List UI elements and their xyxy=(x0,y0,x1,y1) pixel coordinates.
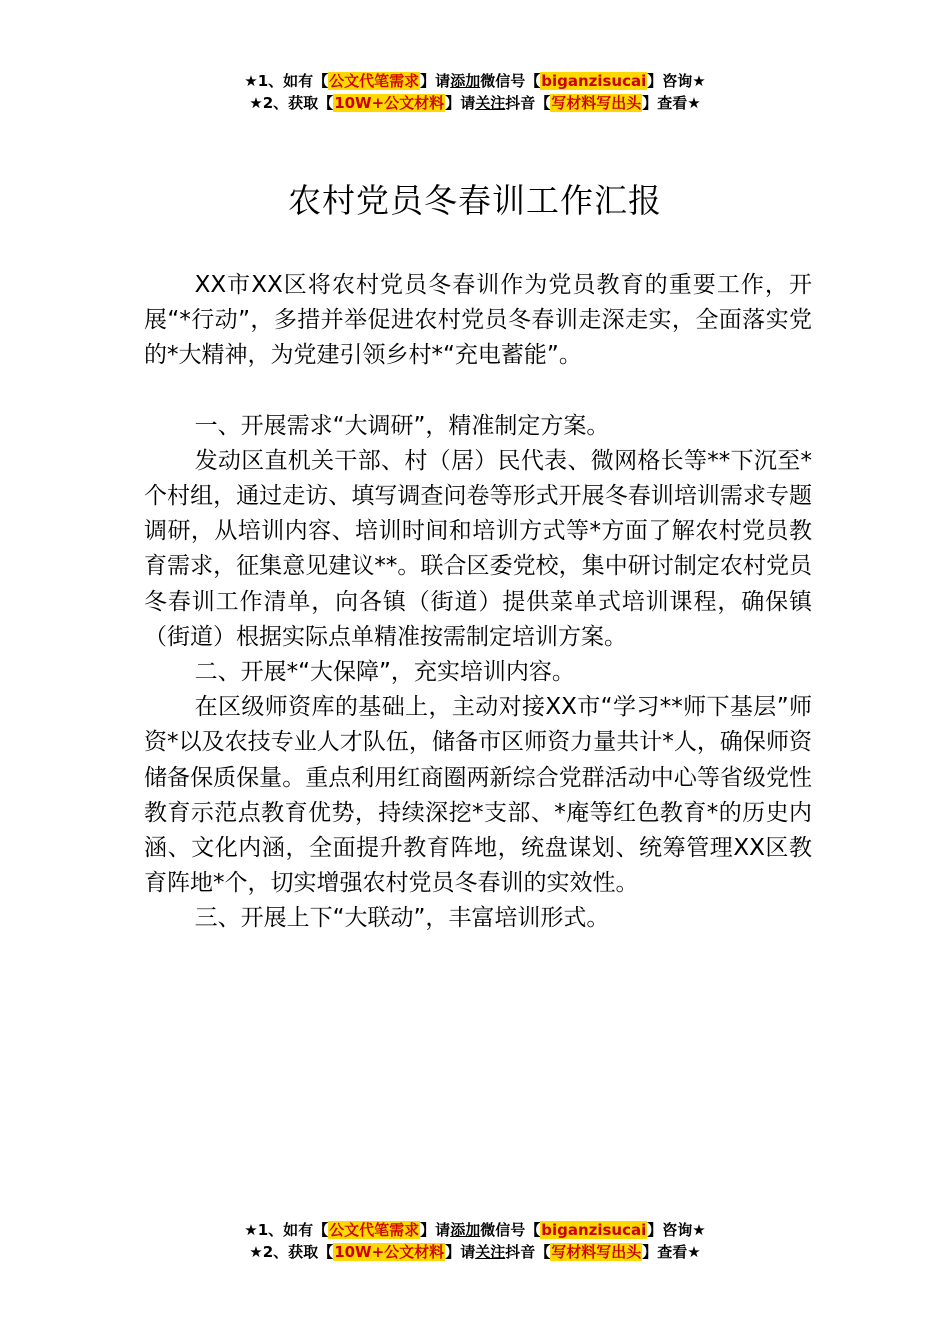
document-title: 农村党员冬春训工作汇报 xyxy=(288,181,662,220)
promo-text: 】查看★ xyxy=(642,94,701,112)
promo-text: 抖音【 xyxy=(505,1243,551,1261)
promo-highlight: 10W+公文材料 xyxy=(334,1243,445,1261)
promo-text: 抖音【 xyxy=(505,94,551,112)
promo-text: 】查看★ xyxy=(642,1243,701,1261)
promo-underlined-text: 关注 xyxy=(475,1243,506,1261)
promo-douyin-id: 写材料写出头 xyxy=(551,94,642,112)
document-body xyxy=(144,268,812,937)
body-paragraph: 发动区直机关干部、村（居）民代表、微网格长等**下沉至*个村组，通过走访、填写调查问卷等形式开展冬春训培训需求专题调研，从培训内容、培训时间和培训方式等*方面了解农村党员教育需求，征集意见建议**。联合区委党校，集中研讨制定农村党员冬春训工作清单，向各镇（街道）提供菜单式培训课程，确保镇（街道）根据实际点单精准按需制定培训方案。 xyxy=(144,447,812,650)
footer-promo-banner xyxy=(0,1219,950,1263)
promo-text: ★2、获取【 xyxy=(249,94,334,112)
promo-underlined-text: 添加 xyxy=(450,72,481,90)
promo-text: ★1、如有【 xyxy=(244,72,329,90)
promo-text: ★1、如有【 xyxy=(244,1221,329,1239)
section-heading-1: 一、开展需求“大调研”，精准制定方案。 xyxy=(194,412,610,439)
body-paragraph: 在区级师资库的基础上，主动对接XX市“学习**师下基层”师资*以及农技专业人才队伍，储备市区师资力量共计*人，确保师资储备保质保量。重点利用红商圈两新综合党群活动中心等省级党性教育示范点教育优势，持续深挖*支部、*庵等红色教育*的历史内涵、文化内涵，全面提升教育阵地，统盘谋划、统筹管理XX区教育阵地*个，切实增强农村党员冬春训的实效性。 xyxy=(144,694,812,897)
promo-line-2 xyxy=(0,92,950,114)
promo-text: 】请 xyxy=(420,1221,451,1239)
promo-line-1 xyxy=(0,70,950,92)
promo-line-2 xyxy=(0,1241,950,1263)
section-heading-2: 二、开展*“大保障”，充实培训内容。 xyxy=(194,659,575,686)
promo-douyin-id: 写材料写出头 xyxy=(551,1243,642,1261)
promo-text: ★2、获取【 xyxy=(249,1243,334,1261)
promo-text: 微信号【 xyxy=(480,72,541,90)
header-promo-banner xyxy=(0,70,950,114)
promo-highlight: 公文代笔需求 xyxy=(329,72,420,90)
promo-line-1 xyxy=(0,1219,950,1241)
promo-highlight: 公文代笔需求 xyxy=(329,1221,420,1239)
promo-text: 】咨询★ xyxy=(647,72,706,90)
promo-text: 】咨询★ xyxy=(647,1221,706,1239)
intro-paragraph: XX市XX区将农村党员冬春训作为党员教育的重要工作，开展“*行动”，多措并举促进农村党员冬春训走深走实，全面落实党的*大精神，为党建引领乡村*“充电蓄能”。 xyxy=(144,272,812,369)
promo-text: 微信号【 xyxy=(480,1221,541,1239)
promo-text: 】请 xyxy=(420,72,451,90)
promo-wechat-id: biganzisucai xyxy=(541,72,647,90)
promo-highlight: 10W+公文材料 xyxy=(334,94,445,112)
section-heading-3: 三、开展上下“大联动”，丰富培训形式。 xyxy=(194,905,610,932)
promo-wechat-id: biganzisucai xyxy=(541,1221,647,1239)
promo-underlined-text: 添加 xyxy=(450,1221,481,1239)
promo-text: 】请 xyxy=(445,1243,476,1261)
promo-text: 】请 xyxy=(445,94,476,112)
promo-underlined-text: 关注 xyxy=(475,94,506,112)
